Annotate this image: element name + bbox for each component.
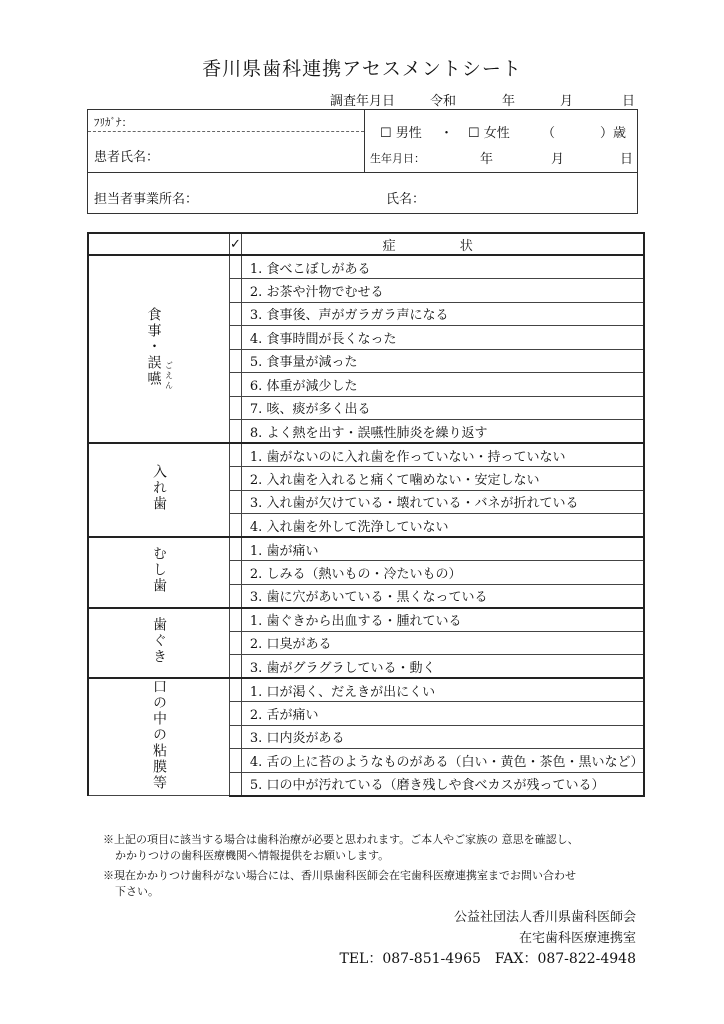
symptom-text: 2. 口臭がある [241,631,644,655]
symptom-text: 1. 口が渇く、だえきが出にくい [241,678,644,702]
age-open: （ [542,126,556,141]
check-cell[interactable] [230,537,242,561]
check-cell[interactable] [230,302,242,326]
check-cell[interactable] [230,561,242,585]
symptom-text: 1. 歯ぐきから出血する・腫れている [241,608,644,632]
symptom-text: 4. 舌の上に苔のようなものがある（白い・黄色・茶色・黒いなど） [241,749,644,773]
check-cell[interactable] [230,349,242,373]
category-ruby: ごえん [164,361,174,391]
category-label: 入れ歯 [151,464,167,512]
symptom-text: 7. 咳、痰が多く出る [241,396,644,420]
check-cell[interactable] [230,584,242,608]
symptom-text: 5. 口の中が汚れている（磨き残しや食べカスが残っている） [241,772,644,796]
symptom-text: 3. 口内炎がある [241,725,644,749]
symptom-header: 症 状 [241,233,644,255]
symptom-text: 2. お茶や汁物でむせる [241,279,644,303]
check-cell[interactable] [230,608,242,632]
table-row [88,255,644,279]
check-header: ✓ [230,233,242,255]
symptom-text: 8. よく熱を出す・誤嚥性肺炎を繰り返す [241,420,644,444]
male-checkbox[interactable]: ☐ 男性 [380,126,422,141]
survey-date-label: 調査年月日 [330,94,396,109]
birth-day: 日 [620,152,634,167]
org-name: 公益社団法人香川県歯科医師会 [453,910,636,925]
check-cell[interactable] [230,326,242,350]
survey-day: 日 [622,94,636,109]
survey-era: 令和 [430,94,457,109]
note-1: ※上記の項目に該当する場合は歯科治療が必要と思われます。ご本人やご家族の 意思を確認し、 かかりつけの歯科医療機関へ情報提供をお願いします。 [103,833,579,862]
survey-date-row [330,90,638,109]
org-contact: TEL：087-851-4965 FAX：087-822-4948 [339,951,636,967]
table-row [88,608,644,632]
check-cell[interactable] [230,678,242,702]
table-row [88,443,644,467]
symptom-text: 3. 入れ歯が欠けている・壊れている・バネが折れている [241,490,644,514]
female-checkbox[interactable]: ☐ 女性 [468,126,510,141]
symptom-text: 1. 歯がないのに入れ歯を作っていない・持っていない [241,443,644,467]
page-title: 香川県歯科連携アセスメントシート [202,58,522,80]
check-cell[interactable] [230,255,242,279]
gender-separator: ・ [440,126,454,141]
symptom-text: 1. 食べこぼしがある [241,255,644,279]
symptom-text: 3. 食事後、声がガラガラ声になる [241,302,644,326]
birth-month: 月 [551,152,565,167]
note-2: ※現在かかりつけ歯科がない場合には、香川県歯科医師会在宅歯科医療連携室までお問い合わせ 下さい。 [103,869,576,898]
table-row [88,537,644,561]
check-cell[interactable] [230,655,242,679]
category-cell [88,608,230,679]
survey-year: 年 [502,94,516,109]
check-cell[interactable] [230,467,242,491]
age-close: ）歳 [600,126,627,141]
check-cell[interactable] [230,631,242,655]
check-cell[interactable] [230,725,242,749]
symptom-text: 3. 歯に穴があいている・黒くなっている [241,584,644,608]
table-row [88,678,644,702]
check-cell[interactable] [230,420,242,444]
category-label: 食事・誤嚥 [145,307,162,387]
symptom-text: 2. 入れ歯を入れると痛くて噛めない・安定しない [241,467,644,491]
symptom-text: 5. 食事量が減った [241,349,644,373]
symptom-text: 3. 歯がグラグラしている・動く [241,655,644,679]
category-label: 歯ぐき [151,616,167,665]
office-label: 担当者事業所名： [94,192,199,207]
symptom-text: 4. 入れ歯を外して洗浄していない [241,514,644,538]
birth-year: 年 [480,152,494,167]
category-cell [88,255,230,443]
category-cell [88,443,230,537]
staff-name-label: 氏名： [386,192,426,207]
patient-info-box [87,109,638,214]
check-cell[interactable] [230,279,242,303]
symptom-text: 2. しみる（熱いもの・冷たいもの） [241,561,644,585]
check-cell[interactable] [230,490,242,514]
symptom-text: 2. 舌が痛い [241,702,644,726]
symptom-table [87,232,645,797]
check-cell[interactable] [230,772,242,796]
symptom-text: 6. 体重が減少した [241,373,644,397]
symptom-body [88,255,644,796]
category-cell [88,678,230,796]
birthdate-label: 生年月日： [370,152,425,165]
symptom-text: 4. 食事時間が長くなった [241,326,644,350]
org-dept: 在宅歯科医療連携室 [518,931,636,946]
category-cell [88,537,230,608]
symptom-text: 1. 歯が痛い [241,537,644,561]
check-cell[interactable] [230,514,242,538]
patient-name-label: 患者氏名： [94,150,160,165]
check-cell[interactable] [230,396,242,420]
category-label: むし歯 [151,546,167,595]
check-cell[interactable] [230,749,242,773]
check-cell[interactable] [230,443,242,467]
check-cell[interactable] [230,702,242,726]
category-label: 口の中の粘膜等 [151,679,167,791]
furigana-label: ﾌﾘｶﾞﾅ： [94,116,133,129]
survey-month: 月 [560,94,574,109]
check-cell[interactable] [230,373,242,397]
